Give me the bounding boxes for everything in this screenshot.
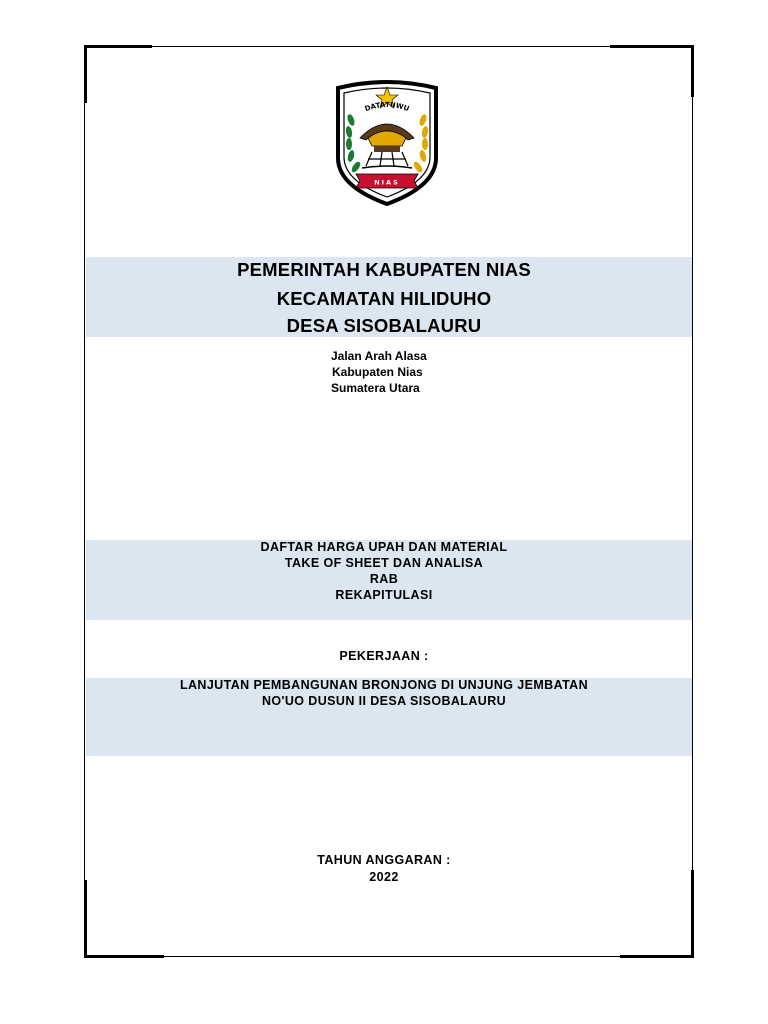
header-district: KECAMATAN HILIDUHO xyxy=(276,288,492,309)
work-label: PEKERJAAN : xyxy=(339,649,429,663)
contents-take-off-sheet: TAKE OF SHEET DAN ANALISA xyxy=(284,556,484,570)
budget-year-value: 2022 xyxy=(369,870,399,884)
work-title-line2: NO'UO DUSUN II DESA SISOBALAURU xyxy=(261,694,507,708)
corner-mark-top-left xyxy=(84,45,87,103)
address-street: Jalan Arah Alasa xyxy=(331,349,427,363)
corner-mark-bottom-left xyxy=(84,880,87,958)
contents-recap: REKAPITULASI xyxy=(335,588,433,602)
corner-mark-bottom-left xyxy=(84,955,164,958)
regency-emblem-icon xyxy=(332,80,442,206)
contents-price-list: DAFTAR HARGA UPAH DAN MATERIAL xyxy=(260,540,508,554)
header-government: PEMERINTAH KABUPATEN NIAS xyxy=(237,259,531,280)
work-title-line1: LANJUTAN PEMBANGUNAN BRONJONG DI UNJUNG JEMBATAN xyxy=(179,678,589,692)
header-village: DESA SISOBALAURU xyxy=(286,315,482,336)
corner-mark-top-left xyxy=(84,45,152,48)
svg-text:NIAS: NIAS xyxy=(374,178,400,187)
corner-mark-top-right xyxy=(610,45,694,48)
address-province: Sumatera Utara xyxy=(331,381,420,395)
budget-year-label: TAHUN ANGGARAN : xyxy=(317,853,451,867)
address-regency: Kabupaten Nias xyxy=(332,365,423,379)
corner-mark-bottom-right xyxy=(620,955,694,958)
corner-mark-top-right xyxy=(691,45,694,97)
contents-rab: RAB xyxy=(369,572,399,586)
svg-text:DATATUWU: DATATUWU xyxy=(363,100,411,114)
